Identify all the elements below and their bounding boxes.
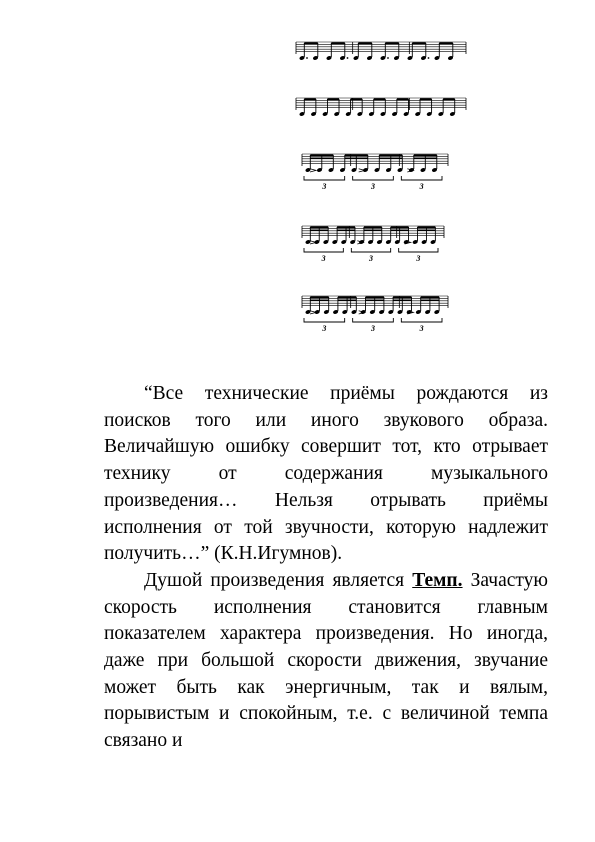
triplet-bracket xyxy=(353,318,394,322)
triplet-bracket xyxy=(304,248,343,252)
tempo-paragraph xyxy=(104,568,548,755)
tempo-paragraph-start: Душой произведения является xyxy=(144,569,413,591)
body-text xyxy=(104,381,548,755)
triplet-bracket xyxy=(304,318,345,322)
note-dot xyxy=(306,57,308,59)
triplet-label: 3 xyxy=(322,324,327,333)
triplet-label: 3 xyxy=(419,182,424,191)
tempo-term: Темп. xyxy=(412,569,463,591)
rhythm-examples-figure xyxy=(288,30,478,350)
triplet-label: 3 xyxy=(371,324,375,333)
triplet-label: 3 xyxy=(321,254,326,263)
triplet-bracket xyxy=(401,318,442,322)
accent-mark xyxy=(310,169,316,172)
triplet-bracket xyxy=(399,248,438,252)
rhythm-examples-image xyxy=(288,30,478,350)
triplet-bracket xyxy=(353,176,394,180)
note-dot xyxy=(387,57,389,59)
triplet-label: 3 xyxy=(419,324,424,333)
triplet-bracket xyxy=(351,248,390,252)
triplet-label: 3 xyxy=(416,254,421,263)
tempo-paragraph-rest: Зачастую скорость исполнения становится главным показателем характера произведения. Но иногда, даже при большой скорости движения, звучание может быть как энергичным, так и вялым, порывистым и спокойным, т.е. с величиной темпа связано и xyxy=(104,569,548,752)
note-dot xyxy=(428,57,430,59)
triplet-label: 3 xyxy=(369,254,373,263)
triplet-label: 3 xyxy=(371,182,375,191)
triplet-bracket xyxy=(304,176,345,180)
triplet-bracket xyxy=(401,176,442,180)
triplet-label: 3 xyxy=(322,182,327,191)
note-dot xyxy=(347,57,349,59)
igumnov-quote-paragraph: “Все технические приёмы рождаются из поисков того или иного звукового образа. Величайшую ошибку совершит тот, кто отрывает технику от содержания музыкального произведения… Нельзя отрывать приёмы исполнения от той звучности, которую надлежит получить…” (К.Н.Игумнов). xyxy=(104,383,548,565)
